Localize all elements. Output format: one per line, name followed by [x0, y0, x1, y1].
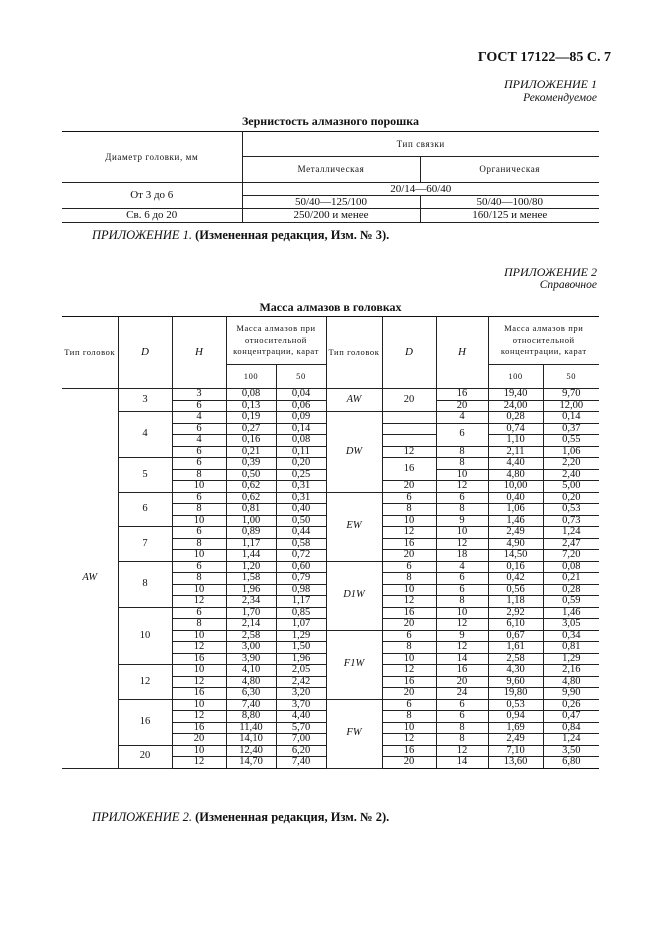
cell-mass-100: 0,27	[226, 423, 276, 435]
cell-mass-50: 0,28	[543, 584, 599, 596]
cell-h: 10	[172, 745, 226, 757]
cell-mass-50: 0,50	[276, 515, 326, 527]
cell-h: 12	[172, 757, 226, 769]
cell-h: 6	[172, 561, 226, 573]
header-d-left: D	[118, 317, 172, 389]
cell-h: 8	[172, 619, 226, 631]
cell-mass-100: 2,58	[488, 653, 543, 665]
cell-h: 8	[172, 538, 226, 550]
cell-mass-50: 3,20	[276, 688, 326, 700]
type-cell-right: FW	[326, 699, 382, 768]
cell-mass-100: 0,62	[226, 492, 276, 504]
document-code: ГОСТ 17122—85 С. 7	[477, 50, 611, 65]
cell-mass-50: 6,20	[276, 745, 326, 757]
cell-mass-50: 2,42	[276, 676, 326, 688]
cell-mass-50: 2,20	[543, 458, 599, 470]
header-type-left: Тип головок	[62, 317, 118, 389]
cell-mass-50: 0,40	[276, 504, 326, 516]
cell-mass-100: 4,90	[488, 538, 543, 550]
cell-h: 24	[436, 688, 488, 700]
cell-mass-100: 1,10	[488, 435, 543, 447]
cell-mass-100: 19,80	[488, 688, 543, 700]
cell-d: 6	[382, 699, 436, 711]
cell-mass-50: 0,84	[543, 722, 599, 734]
cell-metal-2: 250/200 и менее	[242, 209, 420, 223]
header-h-right: H	[436, 317, 488, 389]
cell-mass-100: 6,10	[488, 619, 543, 631]
cell-h: 12	[436, 642, 488, 654]
cell-mass-50: 0,31	[276, 492, 326, 504]
type-cell-right: F1W	[326, 630, 382, 699]
row-diameter-1: От 3 до 6	[62, 183, 242, 209]
cell-mass-100: 14,70	[226, 757, 276, 769]
cell-mass-50: 3,50	[543, 745, 599, 757]
cell-mass-100: 14,50	[488, 550, 543, 562]
table-row	[62, 561, 599, 573]
cell-h: 10	[172, 515, 226, 527]
cell-mass-100: 0,94	[488, 711, 543, 723]
cell-h: 6	[436, 699, 488, 711]
cell-mass-100: 1,06	[488, 504, 543, 516]
type-cell-right: EW	[326, 492, 382, 561]
cell-mass-100: 0,53	[488, 699, 543, 711]
cell-mass-50: 0,34	[543, 630, 599, 642]
cell-d: 16	[382, 607, 436, 619]
cell-mass-50: 0,20	[543, 492, 599, 504]
cell-mass-100: 0,56	[488, 584, 543, 596]
cell-mass-50: 0,20	[276, 458, 326, 470]
cell-mass-50: 1,07	[276, 619, 326, 631]
cell-h: 8	[436, 458, 488, 470]
cell-mass-50: 5,70	[276, 722, 326, 734]
cell-h: 6	[436, 423, 488, 446]
table-row	[62, 699, 599, 711]
cell-d: 16	[382, 538, 436, 550]
cell-h: 12	[436, 619, 488, 631]
cell-mass-100: 0,13	[226, 400, 276, 412]
cell-mass-50: 0,73	[543, 515, 599, 527]
cell-d: 12	[382, 527, 436, 539]
cell-mass-50: 7,40	[276, 757, 326, 769]
cell-mass-50: 0,47	[543, 711, 599, 723]
cell-h: 4	[172, 435, 226, 447]
cell-mass-100: 0,42	[488, 573, 543, 585]
cell-h: 8	[172, 573, 226, 585]
cell-organic-1: 50/40—100/80	[420, 196, 599, 209]
cell-mass-100: 4,10	[226, 665, 276, 677]
cell-organic-2: 160/125 и менее	[420, 209, 599, 223]
cell-h: 4	[436, 412, 488, 424]
cell-mass-100: 2,34	[226, 596, 276, 608]
cell-mass-50: 0,79	[276, 573, 326, 585]
cell-mass-50: 1,17	[276, 596, 326, 608]
header-d-right: D	[382, 317, 436, 389]
cell-d: 20	[382, 757, 436, 769]
cell-mass-100: 2,92	[488, 607, 543, 619]
cell-mass-50: 0,08	[276, 435, 326, 447]
cell-mass-100: 14,10	[226, 734, 276, 746]
cell-mass-100: 0,81	[226, 504, 276, 516]
cell-mass-50: 0,25	[276, 469, 326, 481]
cell-mass-100: 1,69	[488, 722, 543, 734]
cell-mass-50: 7,20	[543, 550, 599, 562]
cell-h: 10	[436, 527, 488, 539]
cell-mass-100: 0,28	[488, 412, 543, 424]
grain-size-table	[62, 131, 599, 223]
cell-mass-100: 8,80	[226, 711, 276, 723]
cell-mass-100: 7,40	[226, 699, 276, 711]
cell-d: 10	[382, 653, 436, 665]
cell-mass-50: 1,46	[543, 607, 599, 619]
cell-h: 20	[172, 734, 226, 746]
cell-d: 12	[382, 596, 436, 608]
appendix2-table-title: Масса алмазов в головках	[259, 300, 402, 314]
cell-mass-50: 1,06	[543, 446, 599, 458]
cell-d	[382, 412, 436, 424]
header-bond-type: Тип связки	[242, 132, 599, 157]
cell-mass-50: 0,08	[543, 561, 599, 573]
cell-mass-100: 0,39	[226, 458, 276, 470]
cell-h: 6	[172, 400, 226, 412]
cell-mass-100: 0,67	[488, 630, 543, 642]
cell-d: 7	[118, 527, 172, 562]
cell-mass-100: 12,40	[226, 745, 276, 757]
cell-mass-100: 0,19	[226, 412, 276, 424]
type-cell-right: AW	[326, 389, 382, 412]
cell-h: 12	[436, 481, 488, 493]
cell-mass-50: 0,06	[276, 400, 326, 412]
cell-mass-100: 2,14	[226, 619, 276, 631]
cell-d: 16	[382, 676, 436, 688]
cell-mass-50: 3,70	[276, 699, 326, 711]
cell-d: 20	[118, 745, 172, 768]
cell-mass-50: 0,26	[543, 699, 599, 711]
cell-mass-50: 0,59	[543, 596, 599, 608]
cell-d: 8	[382, 711, 436, 723]
cell-mass-100: 1,61	[488, 642, 543, 654]
cell-mass-50: 1,29	[276, 630, 326, 642]
cell-mass-100: 1,46	[488, 515, 543, 527]
cell-mass-50: 0,21	[543, 573, 599, 585]
cell-mass-50: 0,04	[276, 389, 326, 401]
cell-d: 20	[382, 550, 436, 562]
cell-mass-50: 4,80	[543, 676, 599, 688]
cell-d: 16	[382, 745, 436, 757]
cell-h: 10	[172, 699, 226, 711]
cell-h: 3	[172, 389, 226, 401]
appendix1-note-label: ПРИЛОЖЕНИЕ 1.	[92, 228, 192, 242]
header-diameter: Диаметр головки, мм	[62, 132, 242, 183]
cell-h: 10	[172, 630, 226, 642]
cell-mass-100: 0,16	[226, 435, 276, 447]
cell-h: 18	[436, 550, 488, 562]
cell-d: 10	[382, 584, 436, 596]
cell-d: 5	[118, 458, 172, 493]
cell-mass-50: 9,90	[543, 688, 599, 700]
type-cell-right: D1W	[326, 561, 382, 630]
cell-mass-100: 7,10	[488, 745, 543, 757]
cell-d: 4	[118, 412, 172, 458]
cell-h: 12	[172, 642, 226, 654]
cell-mass-50: 1,50	[276, 642, 326, 654]
cell-mass-100: 2,49	[488, 527, 543, 539]
cell-d: 6	[118, 492, 172, 527]
cell-h: 6	[172, 607, 226, 619]
cell-mass-100: 2,49	[488, 734, 543, 746]
cell-mass-100: 1,20	[226, 561, 276, 573]
cell-mass-100: 1,00	[226, 515, 276, 527]
cell-mass-50: 1,24	[543, 527, 599, 539]
cell-mass-50: 0,72	[276, 550, 326, 562]
header-conc-50-left: 50	[276, 365, 326, 389]
cell-mass-100: 6,30	[226, 688, 276, 700]
cell-h: 16	[172, 722, 226, 734]
cell-h: 16	[172, 688, 226, 700]
cell-mass-100: 11,40	[226, 722, 276, 734]
cell-d: 20	[382, 389, 436, 412]
cell-mass-100: 0,21	[226, 446, 276, 458]
cell-mass-50: 2,47	[543, 538, 599, 550]
cell-h: 12	[172, 676, 226, 688]
cell-d: 20	[382, 619, 436, 631]
cell-d	[382, 435, 436, 447]
cell-d: 3	[118, 389, 172, 412]
cell-mass-50: 2,05	[276, 665, 326, 677]
cell-h: 6	[436, 573, 488, 585]
cell-h: 12	[436, 538, 488, 550]
cell-mass-100: 1,17	[226, 538, 276, 550]
cell-mass-100: 3,00	[226, 642, 276, 654]
cell-mass-100: 1,58	[226, 573, 276, 585]
row-diameter-2: Св. 6 до 20	[62, 209, 242, 223]
cell-mass-100: 0,89	[226, 527, 276, 539]
cell-h: 12	[172, 711, 226, 723]
cell-mass-100: 0,16	[488, 561, 543, 573]
cell-mass-50: 6,80	[543, 757, 599, 769]
cell-h: 8	[436, 446, 488, 458]
cell-d: 16	[118, 699, 172, 745]
cell-h: 6	[436, 492, 488, 504]
header-mass-left: Масса алмазов при относительной концентрации, карат	[226, 317, 326, 365]
cell-mass-50: 3,05	[543, 619, 599, 631]
diamond-mass-table	[62, 316, 599, 769]
cell-h: 10	[172, 584, 226, 596]
cell-d: 16	[382, 458, 436, 481]
cell-mass-50: 0,31	[276, 481, 326, 493]
cell-d: 20	[382, 688, 436, 700]
cell-mass-50: 0,09	[276, 412, 326, 424]
cell-h: 8	[436, 734, 488, 746]
header-type-right: Тип головок	[326, 317, 382, 389]
cell-mass-100: 1,18	[488, 596, 543, 608]
cell-mass-100: 10,00	[488, 481, 543, 493]
cell-mass-100: 1,44	[226, 550, 276, 562]
cell-mass-100: 0,40	[488, 492, 543, 504]
cell-mass-50: 0,44	[276, 527, 326, 539]
cell-mass-50: 4,40	[276, 711, 326, 723]
cell-mass-50: 0,85	[276, 607, 326, 619]
header-conc-50-right: 50	[543, 365, 599, 389]
cell-mass-100: 4,40	[488, 458, 543, 470]
cell-mass-100: 4,30	[488, 665, 543, 677]
cell-h: 16	[436, 389, 488, 401]
cell-mass-100: 3,90	[226, 653, 276, 665]
cell-mass-50: 0,55	[543, 435, 599, 447]
table-row	[62, 412, 599, 424]
header-conc-100-left: 100	[226, 365, 276, 389]
cell-h: 8	[172, 469, 226, 481]
appendix2-title: ПРИЛОЖЕНИЕ 2	[504, 265, 597, 279]
cell-h: 12	[172, 596, 226, 608]
cell-h: 12	[436, 745, 488, 757]
cell-mass-50: 2,40	[543, 469, 599, 481]
table-row	[62, 492, 599, 504]
cell-mass-100: 19,40	[488, 389, 543, 401]
cell-d: 8	[382, 573, 436, 585]
cell-mass-100: 24,00	[488, 400, 543, 412]
cell-mass-50: 1,24	[543, 734, 599, 746]
cell-mass-50: 5,00	[543, 481, 599, 493]
cell-mass-50: 7,00	[276, 734, 326, 746]
cell-h: 6	[172, 446, 226, 458]
cell-mass-50: 1,29	[543, 653, 599, 665]
type-cell-right: DW	[326, 412, 382, 493]
cell-h: 6	[436, 711, 488, 723]
appendix1-note-text: (Измененная редакция, Изм. № 3).	[195, 228, 390, 242]
cell-mass-50: 0,14	[543, 412, 599, 424]
cell-d: 20	[382, 481, 436, 493]
cell-h: 14	[436, 757, 488, 769]
cell-mass-50: 0,11	[276, 446, 326, 458]
appendix1-subtitle: Рекомендуемое	[523, 92, 597, 104]
cell-h: 10	[172, 481, 226, 493]
cell-d: 8	[382, 504, 436, 516]
cell-mass-100: 9,60	[488, 676, 543, 688]
cell-h: 6	[172, 492, 226, 504]
header-organic: Органическая	[420, 157, 599, 183]
type-cell-left: AW	[62, 389, 118, 769]
cell-mass-50: 12,00	[543, 400, 599, 412]
cell-mass-100: 2,58	[226, 630, 276, 642]
cell-d: 12	[382, 446, 436, 458]
table-row	[62, 389, 599, 401]
cell-d	[382, 423, 436, 435]
appendix2-note	[92, 810, 389, 825]
cell-h: 16	[172, 653, 226, 665]
cell-mass-50: 0,60	[276, 561, 326, 573]
cell-h: 8	[172, 504, 226, 516]
cell-mass-100: 4,80	[488, 469, 543, 481]
cell-h: 8	[436, 596, 488, 608]
cell-d: 8	[118, 561, 172, 607]
cell-h: 10	[172, 665, 226, 677]
cell-h: 14	[436, 653, 488, 665]
cell-h: 10	[436, 607, 488, 619]
cell-h: 20	[436, 676, 488, 688]
cell-metal-1: 50/40—125/100	[242, 196, 420, 209]
cell-mass-50: 0,81	[543, 642, 599, 654]
appendix2-subtitle: Справочное	[539, 279, 597, 291]
cell-mass-50: 0,58	[276, 538, 326, 550]
cell-h: 9	[436, 515, 488, 527]
appendix1-table-title: Зернистость алмазного порошка	[241, 114, 420, 128]
cell-mass-100: 2,11	[488, 446, 543, 458]
cell-mass-50: 2,16	[543, 665, 599, 677]
cell-d: 6	[382, 492, 436, 504]
cell-h: 10	[172, 550, 226, 562]
cell-d: 12	[382, 734, 436, 746]
cell-d: 10	[118, 607, 172, 665]
cell-d: 6	[382, 630, 436, 642]
cell-mass-100: 1,96	[226, 584, 276, 596]
cell-h: 8	[436, 722, 488, 734]
cell-mass-50: 0,53	[543, 504, 599, 516]
cell-h: 6	[436, 584, 488, 596]
cell-d: 8	[382, 642, 436, 654]
cell-mass-100: 0,50	[226, 469, 276, 481]
cell-mass-100: 0,74	[488, 423, 543, 435]
header-mass-right: Масса алмазов при относительной концентрации, карат	[488, 317, 599, 365]
cell-h: 8	[436, 504, 488, 516]
cell-common-grain: 20/14—60/40	[242, 183, 599, 196]
cell-d: 10	[382, 515, 436, 527]
appendix1-title: ПРИЛОЖЕНИЕ 1	[504, 77, 597, 91]
cell-mass-50: 0,37	[543, 423, 599, 435]
cell-mass-50: 0,14	[276, 423, 326, 435]
cell-mass-50: 0,98	[276, 584, 326, 596]
cell-h: 16	[436, 665, 488, 677]
header-h-left: H	[172, 317, 226, 389]
appendix2-note-label: ПРИЛОЖЕНИЕ 2.	[92, 810, 192, 824]
cell-d: 12	[118, 665, 172, 700]
cell-d: 6	[382, 561, 436, 573]
cell-d: 10	[382, 722, 436, 734]
cell-h: 4	[172, 412, 226, 424]
cell-mass-100: 13,60	[488, 757, 543, 769]
cell-h: 9	[436, 630, 488, 642]
cell-mass-100: 1,70	[226, 607, 276, 619]
cell-mass-50: 1,96	[276, 653, 326, 665]
cell-h: 4	[436, 561, 488, 573]
cell-mass-100: 4,80	[226, 676, 276, 688]
header-metal: Металлическая	[242, 157, 420, 183]
cell-mass-100: 0,62	[226, 481, 276, 493]
appendix1-note	[92, 228, 389, 243]
cell-h: 6	[172, 423, 226, 435]
cell-h: 6	[172, 527, 226, 539]
cell-h: 20	[436, 400, 488, 412]
header-conc-100-right: 100	[488, 365, 543, 389]
cell-mass-100: 0,08	[226, 389, 276, 401]
appendix2-note-text: (Измененная редакция, Изм. № 2).	[195, 810, 390, 824]
cell-h: 10	[436, 469, 488, 481]
cell-d: 12	[382, 665, 436, 677]
cell-h: 6	[172, 458, 226, 470]
cell-mass-50: 9,70	[543, 389, 599, 401]
